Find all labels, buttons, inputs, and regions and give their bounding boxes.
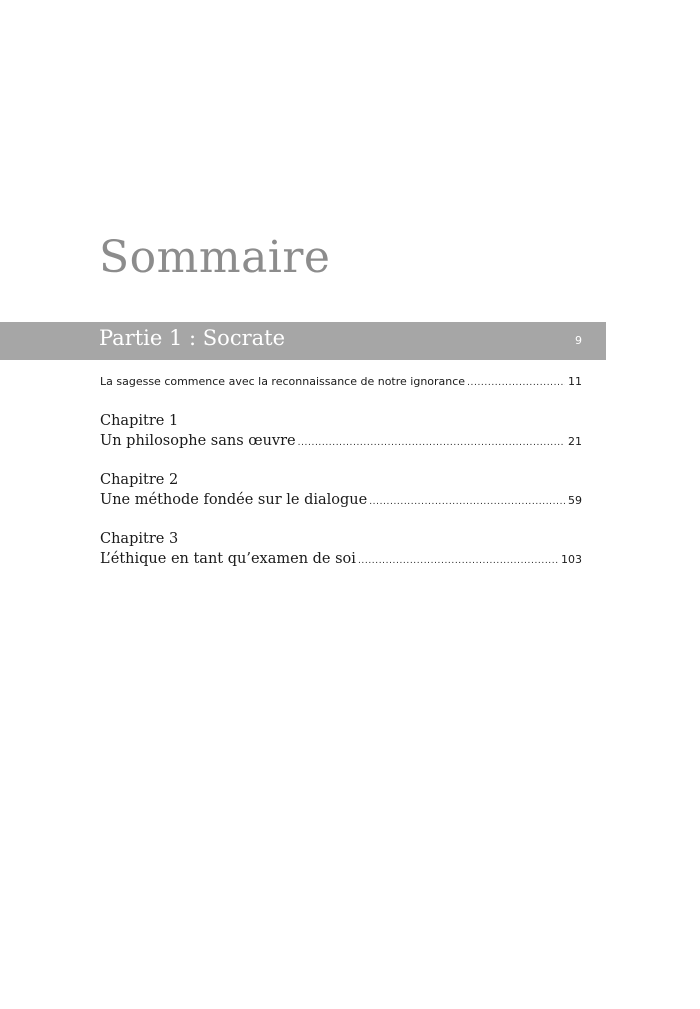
chapter-page-number: 59	[568, 494, 582, 507]
chapter-title: Un philosophe sans œuvre	[100, 433, 296, 449]
chapter-row	[100, 490, 582, 512]
toc-chapter-3[interactable]	[100, 529, 582, 571]
part-header-band	[0, 322, 606, 360]
part-title: Partie 1 : Socrate	[99, 326, 286, 350]
dot-leader	[298, 433, 565, 453]
toc-entry-intro-page: 11	[568, 375, 582, 388]
chapter-page-number: 21	[568, 435, 582, 448]
dot-leader	[358, 551, 558, 571]
chapter-label: Chapitre 2	[100, 472, 179, 488]
chapter-title: L’éthique en tant qu’examen de soi	[100, 551, 356, 567]
chapter-label: Chapitre 3	[100, 531, 179, 547]
toc-chapter-2[interactable]	[100, 470, 582, 512]
chapter-label: Chapitre 1	[100, 413, 179, 429]
toc-entry-intro[interactable]	[100, 375, 582, 388]
part-page-number: 9	[575, 334, 582, 347]
page-title: Sommaire	[99, 232, 331, 283]
dot-leader	[467, 378, 565, 388]
dot-leader	[369, 492, 565, 512]
chapter-row	[100, 549, 582, 571]
toc-chapter-1[interactable]	[100, 411, 582, 453]
toc-entry-intro-text: La sagesse commence avec la reconnaissance de notre ignorance	[100, 375, 466, 388]
chapter-row	[100, 431, 582, 453]
chapter-page-number: 103	[561, 553, 582, 566]
chapter-title: Une méthode fondée sur le dialogue	[100, 492, 368, 508]
